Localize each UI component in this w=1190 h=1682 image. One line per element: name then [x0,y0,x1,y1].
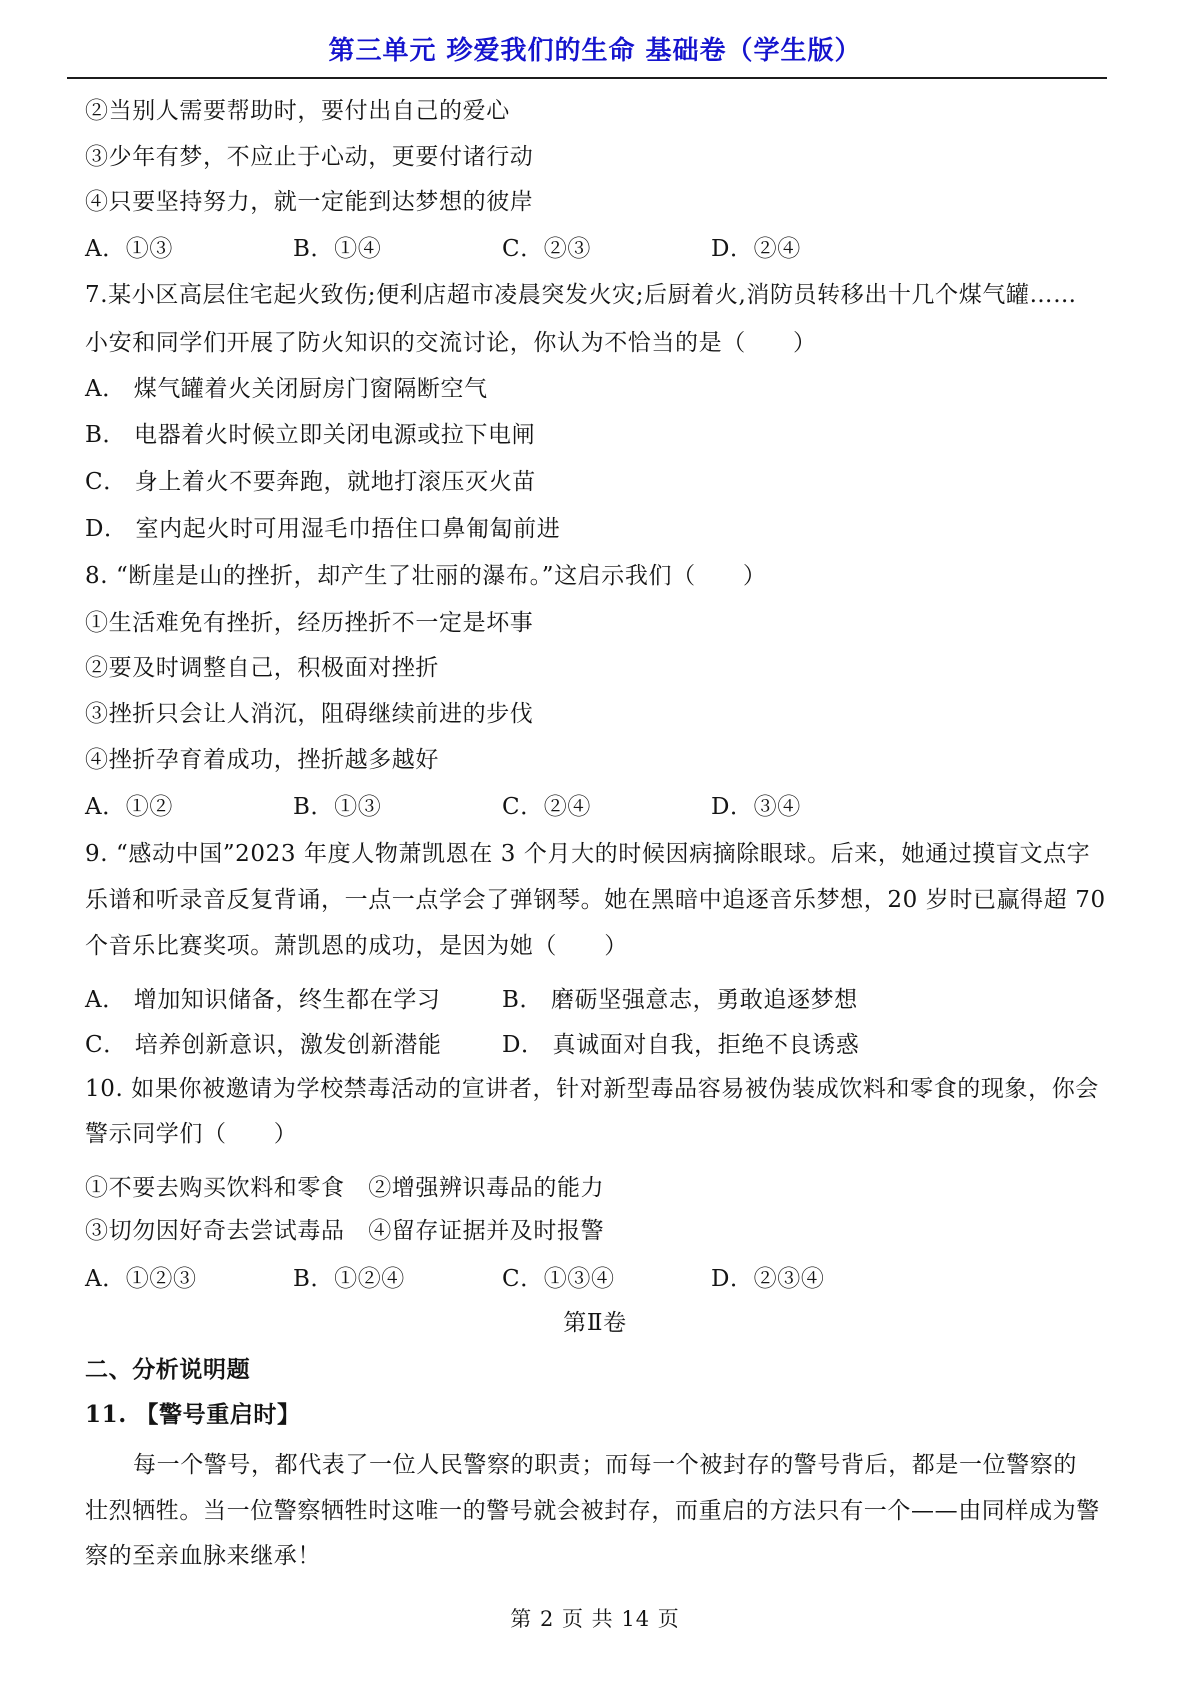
q8-choices-row [85,792,1109,822]
q9-stem-line-1: 9. “感动中国”2023 年度人物萧凯恩在 3 个月大的时候因病摘除眼球。后来，她通过摸盲文点字 [85,841,1091,867]
q8-choice-a: A．①② [85,794,174,820]
q10-statement-34: ③切勿因好奇去尝试毒品 ④留存证据并及时报警 [85,1218,605,1244]
q11-title: 11. 【警号重启时】 [85,1401,301,1428]
q10-stem-line-2: 警示同学们（ ） [85,1121,298,1147]
q9-choices-row-1 [85,985,1109,1015]
q9-choices-row-2 [85,1030,1109,1060]
q7-option-c: C． 身上着火不要奔跑，就地打滚压灭火苗 [85,469,536,495]
q11-paragraph-line-2: 壮烈牺牲。当一位警察牺牲时这唯一的警号就会被封存，而重启的方法只有一个——由同样成为警 [85,1498,1100,1524]
q8-statement-1: ①生活难免有挫折，经历挫折不一定是坏事 [85,610,534,636]
q10-statement-12: ①不要去购买饮料和零食 ②增强辨识毒品的能力 [85,1175,605,1201]
q7-stem-line-1: 7.某小区高层住宅起火致伤;便利店超市凌晨突发火灾;后厨着火,消防员转移出十几个煤气罐…… [85,282,1077,308]
q11-paragraph-line-1: 每一个警号，都代表了一位人民警察的职责；而每一个被封存的警号背后，都是一位警察的 [133,1452,1077,1478]
q6-statement-2: ②当别人需要帮助时，要付出自己的爱心 [85,98,510,124]
q6-choice-d: D．②④ [711,236,801,262]
section2-heading: 二、分析说明题 [85,1357,251,1383]
q6-choice-b: B．①④ [293,236,382,262]
q10-choice-a: A．①②③ [85,1266,197,1292]
q6-choice-a: A．①③ [85,236,174,262]
q10-choice-d: D．②③④ [711,1266,825,1292]
q7-option-b: B． 电器着火时候立即关闭电源或拉下电闸 [85,422,536,448]
header-divider [67,77,1107,79]
q6-statement-3: ③少年有梦，不应止于心动，更要付诸行动 [85,144,534,170]
q6-choice-c: C．②③ [502,236,591,262]
q7-stem-line-2: 小安和同学们开展了防火知识的交流讨论，你认为不恰当的是（ ） [85,330,817,356]
q9-choice-b: B． 磨砺坚强意志，勇敢追逐梦想 [502,987,858,1013]
q7-option-a: A． 煤气罐着火关闭厨房门窗隔断空气 [85,376,488,402]
q10-stem-line-1: 10. 如果你被邀请为学校禁毒活动的宣讲者，针对新型毒品容易被伪装成饮料和零食的现象，你会 [85,1076,1099,1102]
q10-choices-row [85,1264,1109,1294]
part2-heading: 第Ⅱ卷 [563,1310,627,1336]
q6-statement-4: ④只要坚持努力，就一定能到达梦想的彼岸 [85,189,534,215]
q8-choice-b: B．①③ [293,794,382,820]
q10-choice-b: B．①②④ [293,1266,405,1292]
q8-stem: 8. “断崖是山的挫折，却产生了壮丽的瀑布。”这启示我们（ ） [85,563,767,589]
q8-choice-d: D．③④ [711,794,801,820]
q9-choice-d: D． 真诚面对自我，拒绝不良诱惑 [502,1032,860,1058]
q9-stem-line-2: 乐谱和听录音反复背诵，一点一点学会了弹钢琴。她在黑暗中追逐音乐梦想，20 岁时已赢得超 70 [85,887,1106,913]
q8-statement-4: ④挫折孕育着成功，挫折越多越好 [85,747,439,773]
q8-statement-3: ③挫折只会让人消沉，阻碍继续前进的步伐 [85,701,534,727]
q11-paragraph-line-3: 察的至亲血脉来继承！ [85,1543,321,1569]
page-number: 第 2 页 共 14 页 [510,1607,680,1631]
q9-stem-line-3: 个音乐比赛奖项。萧凯恩的成功，是因为她（ ） [85,933,628,959]
q6-choices-row [85,234,1109,264]
page-title: 第三单元 珍爱我们的生命 基础卷（学生版） [328,36,862,66]
q9-choice-a: A． 增加知识储备，终生都在学习 [85,987,441,1013]
q8-statement-2: ②要及时调整自己，积极面对挫折 [85,655,439,681]
q9-choice-c: C． 培养创新意识，激发创新潜能 [85,1032,442,1058]
q7-option-d: D． 室内起火时可用湿毛巾捂住口鼻匍匐前进 [85,516,561,542]
q10-choice-c: C．①③④ [502,1266,615,1292]
q8-choice-c: C．②④ [502,794,591,820]
